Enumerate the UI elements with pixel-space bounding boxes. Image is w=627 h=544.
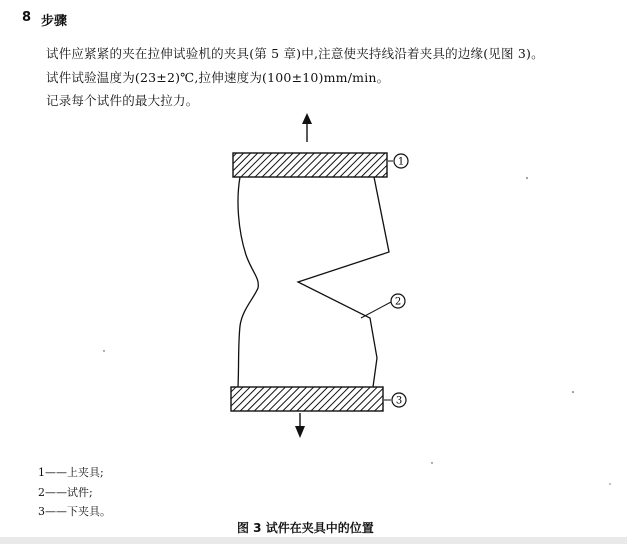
specimen [238, 177, 389, 387]
paragraph-clamping: 试件应紧紧的夹在拉伸试验机的夹具(第 5 章)中,注意使夹持线沿着夹具的边缘(见图 3)。 [46, 46, 544, 61]
legend-item-lower-grip: 3——下夹具。 [38, 505, 111, 518]
page-bottom-edge [0, 537, 627, 544]
callout-marker-3 [392, 393, 406, 407]
paragraph-record-force: 记录每个试件的最大拉力。 [46, 93, 199, 108]
callout-marker-2 [391, 294, 405, 308]
legend-item-upper-grip: 1——上夹具; [38, 466, 104, 479]
callout-number-1: 1 [397, 156, 405, 168]
section-number: 8 [22, 10, 32, 25]
legend-item-specimen: 2——试件; [38, 486, 93, 499]
pull-arrow-up-icon [302, 113, 312, 142]
pull-arrow-down-icon [295, 413, 305, 438]
paragraph-test-conditions: 试件试验温度为(23±2)℃,拉伸速度为(100±10)mm/min。 [46, 70, 390, 85]
callout-leader-specimen [361, 302, 391, 318]
callout-number-3: 3 [395, 395, 403, 407]
section-title: 步骤 [41, 14, 68, 29]
callout-marker-1 [394, 154, 408, 168]
figure-caption: 图 3 试件在夹具中的位置 [237, 521, 374, 535]
scan-specks [103, 177, 610, 484]
lower-grip [231, 387, 383, 411]
callout-number-2: 2 [394, 296, 402, 308]
upper-grip [233, 153, 387, 177]
